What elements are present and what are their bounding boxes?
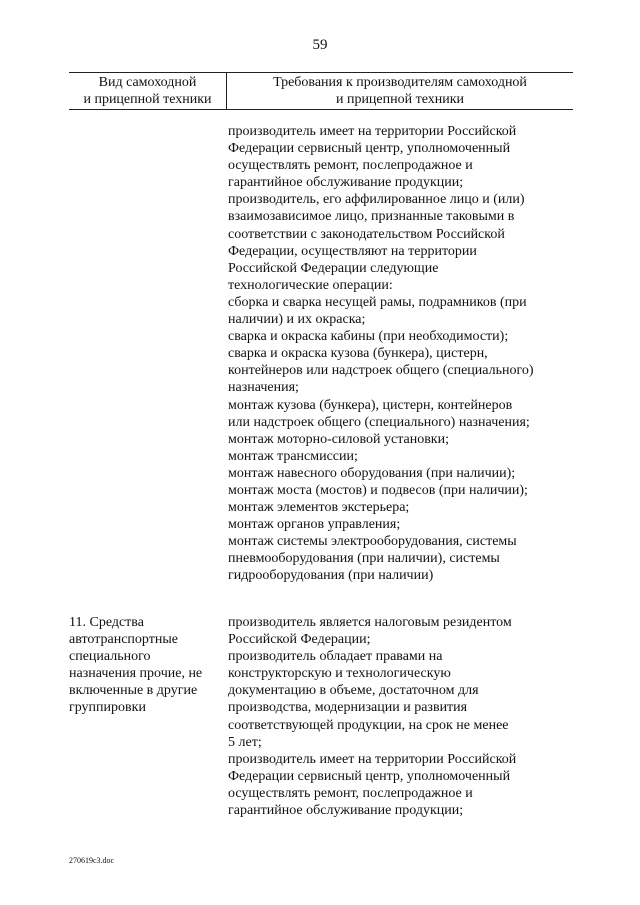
table-header-requirements-line: и прицепной техники: [335, 92, 465, 107]
table-header-top-rule: [69, 72, 573, 73]
requirement-line: производитель имеет на территории Российской: [228, 751, 517, 767]
requirement-line: осуществлять ремонт, послепродажное и: [228, 785, 473, 801]
footer-document-code: 270619c3.doc: [69, 856, 115, 865]
requirement-line: монтаж кузова (бункера), цистерн, контейнеров: [228, 397, 513, 413]
category-line: 11. Средства: [69, 615, 144, 630]
page-number: 59: [312, 37, 328, 53]
row-2-requirements: [228, 614, 516, 819]
requirement-line: монтаж системы электрооборудования, системы: [228, 534, 517, 550]
category-line: группировки: [69, 700, 146, 716]
requirement-line: пневмооборудования (при наличии), системы: [228, 551, 500, 567]
table-header-vehicle-type-line: и прицепной техники: [83, 92, 212, 107]
row-1-requirements: [228, 123, 534, 585]
requirement-line: монтаж трансмиссии;: [228, 448, 358, 464]
requirement-line: документацию в объеме, достаточном для: [228, 683, 479, 699]
requirement-line: 5 лет;: [228, 734, 262, 750]
category-line: назначения прочие, не: [69, 666, 203, 682]
requirement-line: Федерации сервисный центр, уполномоченный: [228, 768, 511, 784]
category-line: специального: [69, 649, 151, 665]
requirement-line: производства, модернизации и развития: [228, 700, 468, 716]
requirement-line: гарантийное обслуживание продукции;: [228, 803, 464, 819]
requirement-line: взаимозависимое лицо, признанные таковыми в: [228, 209, 515, 225]
requirement-line: гарантийное обслуживание продукции;: [228, 175, 464, 191]
requirement-line: монтаж органов управления;: [228, 517, 401, 533]
requirement-line: осуществлять ремонт, послепродажное и: [228, 158, 473, 174]
requirement-line: Российской Федерации следующие: [228, 260, 439, 276]
row-2-category: [69, 614, 202, 717]
requirement-line: конструкторскую и технологическую: [228, 666, 451, 682]
category-line: включенные в другие: [69, 683, 198, 699]
requirement-line: соответствии с законодательством Российской: [228, 226, 505, 242]
requirement-line: производитель является налоговым резидентом: [228, 615, 512, 630]
requirement-line: назначения;: [228, 380, 299, 396]
requirement-line: производитель имеет на территории Российской: [228, 124, 517, 139]
requirement-line: или надстроек общего (специального) назначения;: [228, 414, 530, 430]
table-header-vehicle-type: [69, 74, 226, 108]
requirement-line: монтаж навесного оборудования (при наличии);: [228, 465, 516, 481]
requirement-line: сварка и окраска кузова (бункера), цистерн,: [228, 346, 488, 362]
requirement-line: производитель обладает правами на: [228, 649, 443, 665]
requirement-line: Федерации сервисный центр, уполномоченный: [228, 141, 511, 157]
category-line: автотранспортные: [69, 632, 178, 648]
table-header-requirements: [227, 74, 573, 108]
requirement-line: сборка и сварка несущей рамы, подрамников (при: [228, 294, 527, 310]
requirement-line: наличии) и их окраска;: [228, 312, 366, 328]
requirement-line: технологические операции:: [228, 277, 393, 293]
requirement-line: монтаж моста (мостов) и подвесов (при наличии);: [228, 482, 528, 498]
requirement-line: контейнеров или надстроек общего (специального): [228, 363, 534, 379]
table-header-vehicle-type-line: Вид самоходной: [98, 75, 197, 90]
requirement-line: монтаж моторно-силовой установки;: [228, 431, 449, 447]
requirement-line: производитель, его аффилированное лицо и (или): [228, 192, 525, 208]
requirement-line: сварка и окраска кабины (при необходимости);: [228, 329, 509, 345]
requirement-line: Российской Федерации;: [228, 632, 371, 648]
table-header-bottom-rule: [69, 109, 573, 110]
requirement-line: гидрооборудования (при наличии): [228, 568, 434, 584]
requirement-line: монтаж элементов экстерьера;: [228, 500, 410, 516]
table-header-requirements-line: Требования к производителям самоходной: [273, 75, 527, 90]
requirement-line: соответствующей продукции, на срок не менее: [228, 717, 509, 733]
requirement-line: Федерации, осуществляют на территории: [228, 243, 477, 259]
